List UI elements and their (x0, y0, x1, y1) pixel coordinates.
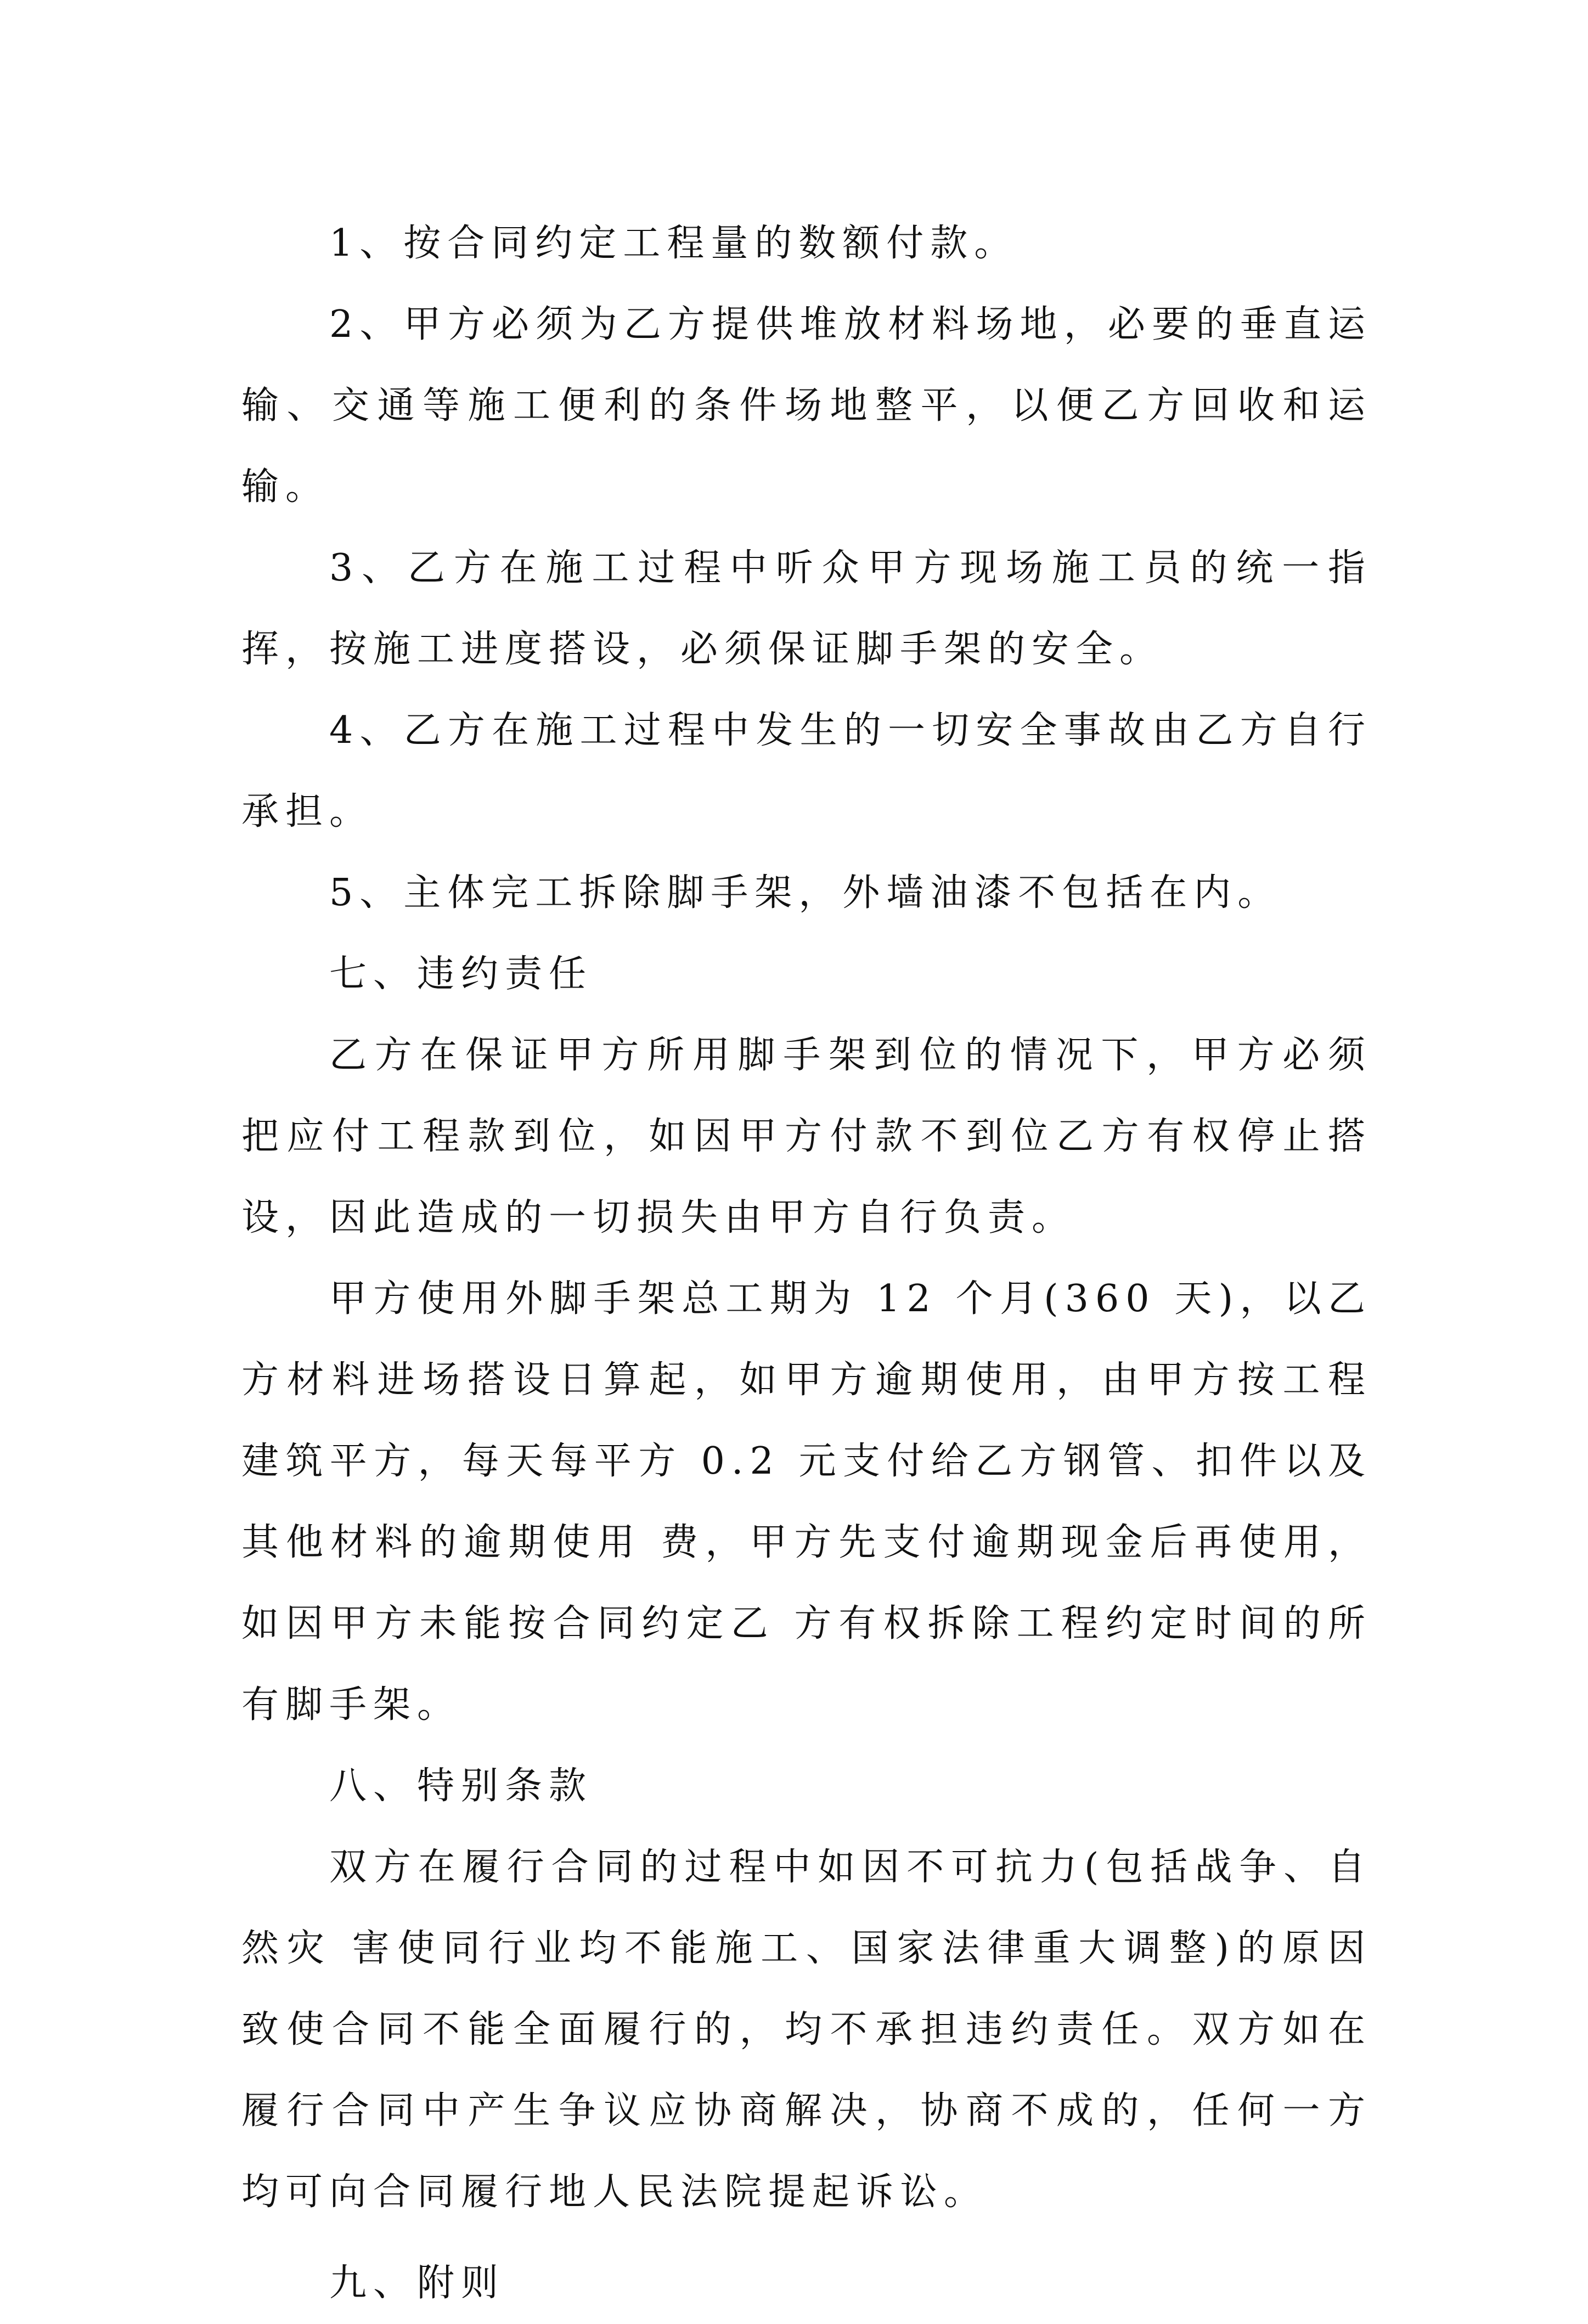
clause-paragraph: 3、乙方在施工过程中听众甲方现场施工员的统一指挥，按施工进度搭设，必须保证脚手架的安全。 (241, 546, 1372, 671)
clause-paragraph: 甲方使用外脚手架总工期为 12 个月(360 天)，以乙方材料进场搭设日算起，如甲方逾期使用，由甲方按工程建筑平方，每天每平方 0.2 元支付给乙方钢管、扣件以及其他材料的逾期使用 费，甲方先支付逾期现金后再使用，如因甲方未能按合同约定乙 方有权拆除工程约定时间的所有脚手架。 (241, 1277, 1372, 1727)
clause-paragraph: 乙方在保证甲方所用脚手架到位的情况下，甲方必须把应付工程款到位，如因甲方付款不到位乙方有权停止搭设，因此造成的一切损失由甲方自行负责。 (241, 1034, 1372, 1239)
clause-paragraph: 2、甲方必须为乙方提供堆放材料场地，必要的垂直运输、交通等施工便利的条件场地整平，以便乙方回收和运输。 (241, 303, 1372, 509)
clause-paragraph: 1、按合同约定工程量的数额付款。 (329, 222, 1018, 265)
section-heading: 九、附则 (329, 2261, 505, 2305)
clause-paragraph: 4、乙方在施工过程中发生的一切安全事故由乙方自行承担。 (241, 709, 1372, 833)
section-heading: 八、特别条款 (329, 1764, 593, 1808)
clause-paragraph: 5、主体完工拆除脚手架，外墙油漆不包括在内。 (329, 871, 1282, 915)
section-heading: 七、违约责任 (329, 952, 593, 996)
document-body (241, 203, 1372, 2324)
clause-paragraph: 双方在履行合同的过程中如因不可抗力(包括战争、自然灾 害使同行业均不能施工、国家法律重大调整)的原因致使合同不能全面履行的，均不承担违约责任。双方如在履行合同中产生争议应协商解决，协商不成的，任何一方均可向合同履行地人民法院提起诉讼。 (241, 1846, 1372, 2214)
